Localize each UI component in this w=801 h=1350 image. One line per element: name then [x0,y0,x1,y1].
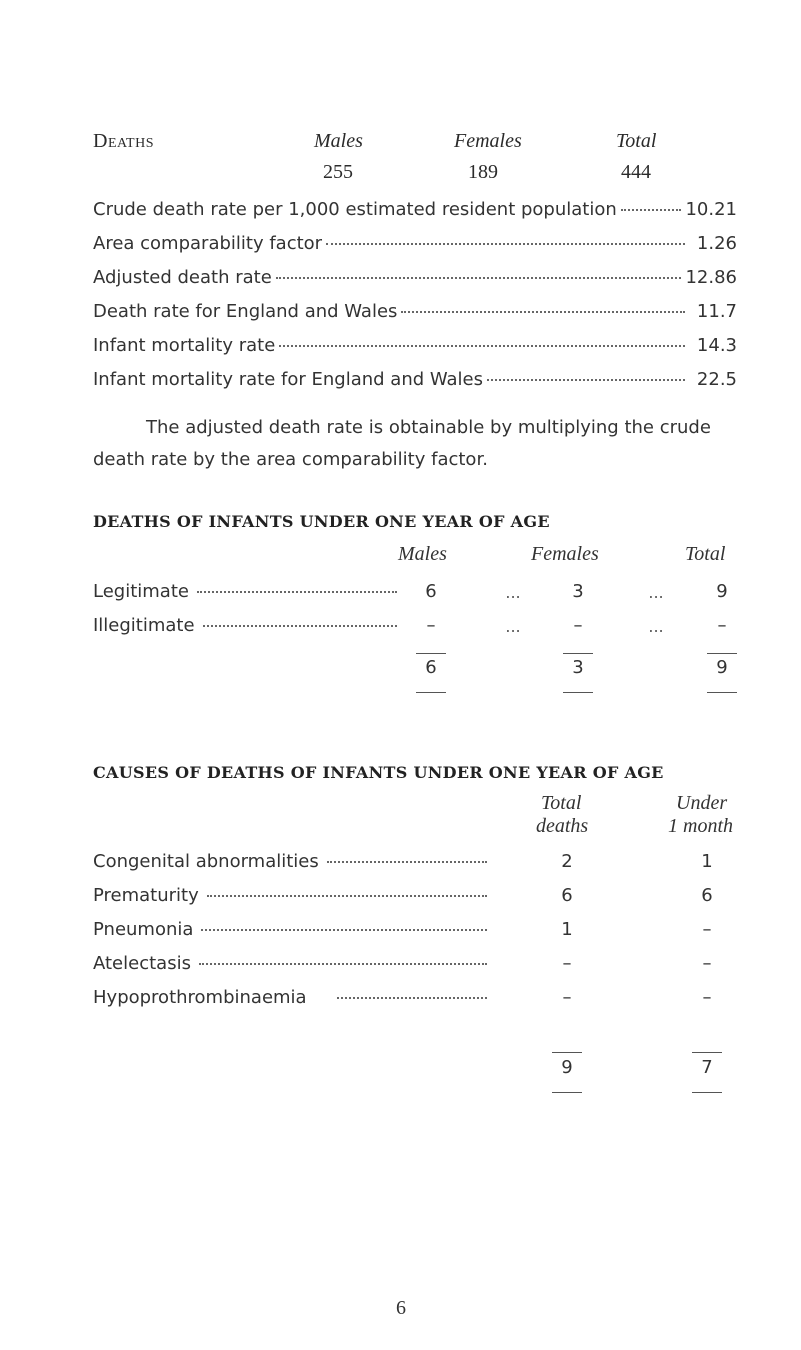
rate-value: 10.21 [685,199,737,220]
row-label: Illegitimate [93,615,195,636]
total-rule [563,692,593,693]
legitimate-females: 3 [572,581,584,602]
rate-value: 11.7 [696,301,737,322]
cause-row-congenital [93,851,493,872]
dotted-leader [197,591,397,593]
deaths-total-value: 444 [621,161,651,183]
rate-row-england-wales-infant-mortality [93,369,737,390]
prematurity-total: 6 [561,885,573,906]
rate-label: Crude death rate per 1,000 estimated resident population [93,199,617,220]
infant-deaths-males-header: Males [398,543,447,565]
congenital-total: 2 [561,851,573,872]
atelectasis-total: – [562,953,572,974]
rate-row-area-comparability [93,233,737,254]
infant-deaths-females-header: Females [531,543,599,565]
cause-label: Congenital abnormalities [93,851,319,872]
hypoprothrombinaemia-total: – [562,987,572,1008]
dotted-leader [487,379,685,381]
infant-deaths-row-illegitimate [93,615,403,636]
adjusted-rate-note: The adjusted death rate is obtainable by multiplying the crude death rate by the area comparability factor. [93,417,711,470]
deaths-males-header: Males [314,130,363,152]
infant-deaths-row-legitimate [93,581,403,602]
deaths-total-header: Total [616,130,657,152]
total-rule [416,692,446,693]
rate-row-infant-mortality [93,335,737,356]
separator-ellipsis: ... [648,617,664,636]
sum-rule [692,1052,722,1053]
total-rule [552,1092,582,1093]
deaths-males-value: 255 [323,161,353,183]
sum-rule [707,653,737,654]
dotted-leader [326,243,685,245]
rate-label: Adjusted death rate [93,267,272,288]
cause-row-pneumonia [93,919,493,940]
cause-row-atelectasis [93,953,493,974]
congenital-under: 1 [701,851,713,872]
rate-label: Infant mortality rate for England and Wales [93,369,484,390]
rate-value: 1.26 [696,233,737,254]
infant-deaths-total-header: Total [685,543,726,565]
rate-label: Infant mortality rate [93,335,276,356]
dotted-leader [201,929,487,931]
row-label: Legitimate [93,581,189,602]
cause-row-prematurity [93,885,493,906]
deaths-label: Deaths [93,130,155,152]
separator-ellipsis: ... [505,583,521,602]
causes-under-header-line1: Under [676,792,728,814]
pneumonia-total: 1 [561,919,573,940]
cause-label: Prematurity [93,885,199,906]
prematurity-under: 6 [701,885,713,906]
rate-value: 22.5 [696,369,737,390]
sum-rule [552,1052,582,1053]
separator-ellipsis: ... [648,583,664,602]
rate-row-adjusted-death-rate [93,267,737,288]
page-number: 6 [396,1297,406,1319]
cause-label: Pneumonia [93,919,194,940]
illegitimate-females: – [573,615,583,636]
dotted-leader [327,861,487,863]
causes-total-header-line2: deaths [536,815,589,837]
legitimate-total: 9 [716,581,728,602]
rate-label: Area comparability factor [93,233,323,254]
infant-deaths-total-males: 6 [425,657,437,678]
pneumonia-under: – [702,919,712,940]
causes-total-header-line1: Total [541,792,582,814]
cause-label: Atelectasis [93,953,191,974]
causes-total-deaths: 9 [561,1057,573,1078]
dotted-leader [207,895,487,897]
sum-rule [563,653,593,654]
infant-deaths-total-females: 3 [572,657,584,678]
deaths-females-header: Females [454,130,522,152]
atelectasis-under: – [702,953,712,974]
cause-label: Hypoprothrombinaemia [93,987,307,1008]
rate-value: 12.86 [685,267,737,288]
illegitimate-total: – [717,615,727,636]
illegitimate-males: – [426,615,436,636]
rate-value: 14.3 [696,335,737,356]
hypoprothrombinaemia-under: – [702,987,712,1008]
dotted-leader [621,209,682,211]
total-rule [707,692,737,693]
dotted-leader [337,997,487,999]
legitimate-males: 6 [425,581,437,602]
dotted-leader [401,311,685,313]
causes-total-under-month: 7 [701,1057,713,1078]
sum-rule [416,653,446,654]
dotted-leader [203,625,397,627]
dotted-leader [276,277,682,279]
infant-deaths-heading: DEATHS OF INFANTS UNDER ONE YEAR OF AGE [93,512,550,531]
total-rule [692,1092,722,1093]
rate-label: Death rate for England and Wales [93,301,398,322]
infant-deaths-total-total: 9 [716,657,728,678]
rate-row-crude-death-rate [93,199,737,220]
infant-causes-heading: CAUSES OF DEATHS OF INFANTS UNDER ONE YEAR OF AGE [93,763,664,782]
rate-row-england-wales-death-rate [93,301,737,322]
dotted-leader [279,345,685,347]
causes-under-header-line2: 1 month [668,815,733,837]
separator-ellipsis: ... [505,617,521,636]
deaths-females-value: 189 [468,161,498,183]
cause-row-hypoprothrombinaemia [93,987,493,1008]
dotted-leader [199,963,487,965]
